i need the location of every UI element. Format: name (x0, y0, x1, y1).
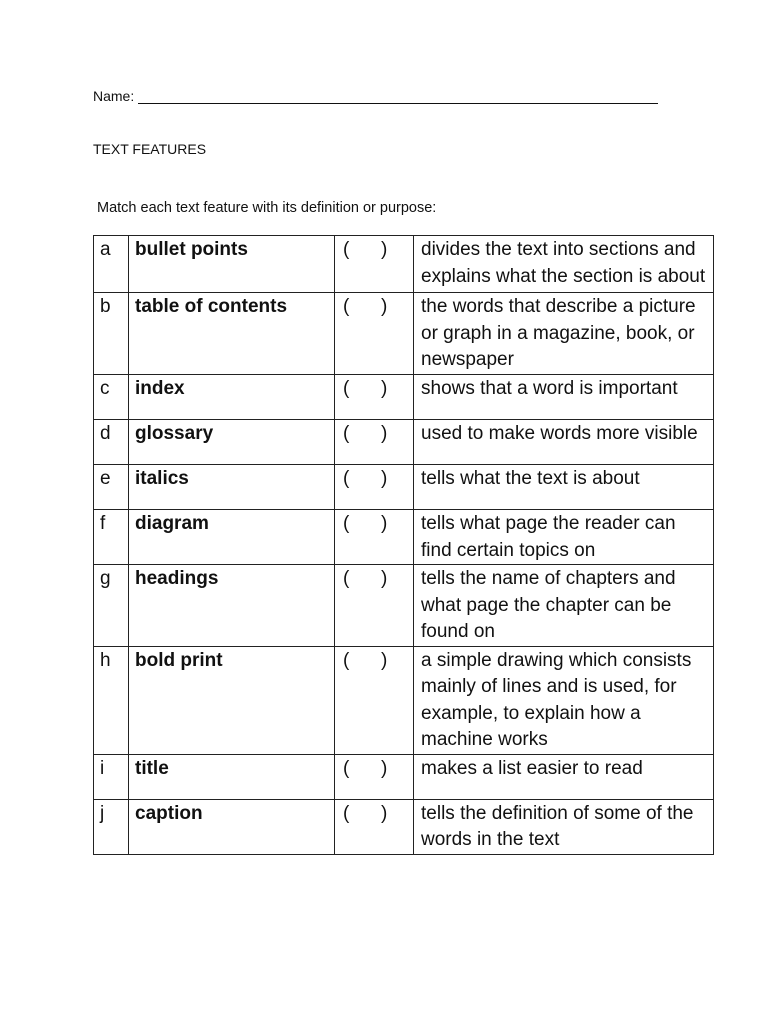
answer-blank[interactable]: ( ) (335, 799, 414, 854)
row-term: bold print (129, 646, 335, 754)
row-term: index (129, 375, 335, 420)
row-letter: a (94, 236, 129, 293)
row-letter: j (94, 799, 129, 854)
row-letter: c (94, 375, 129, 420)
row-term: bullet points (129, 236, 335, 293)
row-definition: divides the text into sections and explains what the section is about (414, 236, 714, 293)
row-letter: i (94, 754, 129, 799)
row-term: title (129, 754, 335, 799)
answer-blank[interactable]: ( ) (335, 510, 414, 565)
row-definition: makes a list easier to read (414, 754, 714, 799)
answer-blank[interactable]: ( ) (335, 375, 414, 420)
answer-blank[interactable]: ( ) (335, 420, 414, 465)
table-row (94, 420, 714, 465)
name-blank-line[interactable] (138, 89, 658, 104)
row-term: glossary (129, 420, 335, 465)
row-letter: g (94, 565, 129, 647)
table-row (94, 465, 714, 510)
table-row (94, 565, 714, 647)
table-row (94, 754, 714, 799)
answer-blank[interactable]: ( ) (335, 646, 414, 754)
answer-blank[interactable]: ( ) (335, 465, 414, 510)
row-definition: the words that describe a picture or graph in a magazine, book, or newspaper (414, 293, 714, 375)
row-letter: h (94, 646, 129, 754)
row-term: diagram (129, 510, 335, 565)
row-letter: b (94, 293, 129, 375)
answer-blank[interactable]: ( ) (335, 236, 414, 293)
row-letter: d (94, 420, 129, 465)
row-definition: shows that a word is important (414, 375, 714, 420)
row-definition: used to make words more visible (414, 420, 714, 465)
answer-blank[interactable]: ( ) (335, 754, 414, 799)
row-definition: tells the name of chapters and what page the chapter can be found on (414, 565, 714, 647)
row-letter: f (94, 510, 129, 565)
worksheet-title: TEXT FEATURES (93, 141, 207, 157)
answer-blank[interactable]: ( ) (335, 565, 414, 647)
table-row (94, 510, 714, 565)
row-term: italics (129, 465, 335, 510)
row-letter: e (94, 465, 129, 510)
matching-table (93, 235, 714, 855)
row-definition: a simple drawing which consists mainly of lines and is used, for example, to explain how a machine works (414, 646, 714, 754)
name-label: Name: (93, 88, 135, 104)
row-definition: tells what the text is about (414, 465, 714, 510)
table-row (94, 236, 714, 293)
row-term: caption (129, 799, 335, 854)
instructions-text: Match each text feature with its definition or purpose: (97, 200, 437, 216)
name-field-row (93, 88, 658, 104)
row-term: headings (129, 565, 335, 647)
row-definition: tells what page the reader can find certain topics on (414, 510, 714, 565)
row-term: table of contents (129, 293, 335, 375)
answer-blank[interactable]: ( ) (335, 293, 414, 375)
table-row (94, 646, 714, 754)
table-row (94, 799, 714, 854)
row-definition: tells the definition of some of the words in the text (414, 799, 714, 854)
table-row (94, 375, 714, 420)
table-row (94, 293, 714, 375)
